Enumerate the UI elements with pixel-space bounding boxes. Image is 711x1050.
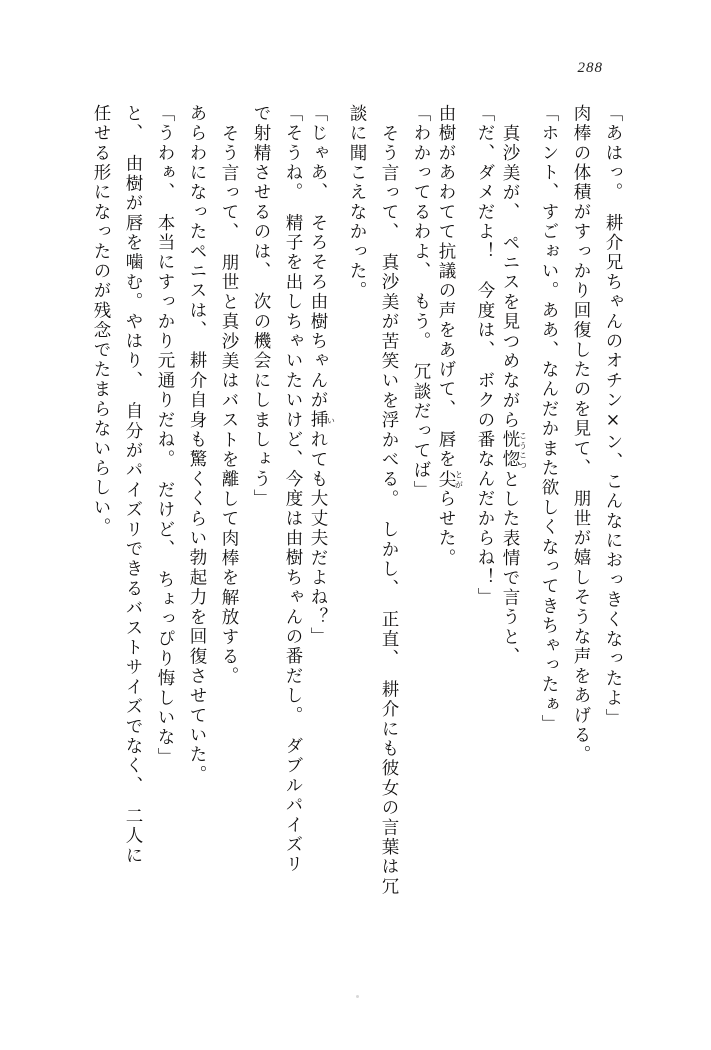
text-column: そう言って、 真沙美が苦笑いを浮かべる。 しかし、 正直、 耕介にも彼女の言葉は冗 [379, 124, 399, 897]
text-column: 「だ、ダメだよ！ 今度は、 ボクの番なんだからね！」 [475, 104, 495, 608]
text-column: 「そうね。 精子を出しちゃいたいけど、今度は由樹ちゃんの番だし。 ダブルパイズリ [283, 104, 303, 875]
text-column: 「ホント、すごぉい。ああ、なんだかまた欲しくなってきちゃったぁ」 [539, 104, 559, 735]
text-column: 任せる形になったのが残念でたまらないらしい。 [91, 104, 111, 538]
text-column: そう言って、 朋世と真沙美はバストを離して肉棒を解放する。 [219, 124, 239, 687]
text-column: 「うわぁ、 本当にすっかり元通りだね。 だけど、 ちょっぴり悔しいな」 [155, 104, 175, 768]
text-column: で射精させるのは、 次の機会にしましょう」 [251, 104, 271, 509]
text-column: と、 由樹が唇を噛む。やはり、 自分がパイズリできるバストサイズでなく、 二人に [123, 104, 143, 866]
page-number: 288 [577, 60, 603, 76]
text-column: 談に聞こえなかった。 [347, 104, 367, 301]
text-column: 由樹があわてて抗議の声をあげて、 唇を尖とがらせた。 [436, 104, 464, 569]
text-column: 「あはっ。 耕介兄ちゃんのオチン×ン、こんなにおっきくなったよ」 [603, 104, 623, 729]
text-column: 「じゃあ、 そろそろ由樹ちゃんが挿いれても大丈夫だよね？」 [308, 104, 336, 647]
text-column: 真沙美が、 ペニスを見つめながら恍惚こうこつとした表情で言うと、 [500, 124, 528, 667]
page-mark-dot [356, 995, 359, 998]
text-column: 「わかってるわよ、 もう。 冗談だってば」 [411, 104, 431, 501]
text-column: あらわになったペニスは、 耕介自身も驚くくらい勃起力を回復させていた。 [187, 104, 207, 785]
text-column: 肉棒の体積がすっかり回復したのを見て、 朋世が嬉しそうな声をあげる。 [571, 104, 591, 766]
vertical-text-body [62, 104, 623, 984]
